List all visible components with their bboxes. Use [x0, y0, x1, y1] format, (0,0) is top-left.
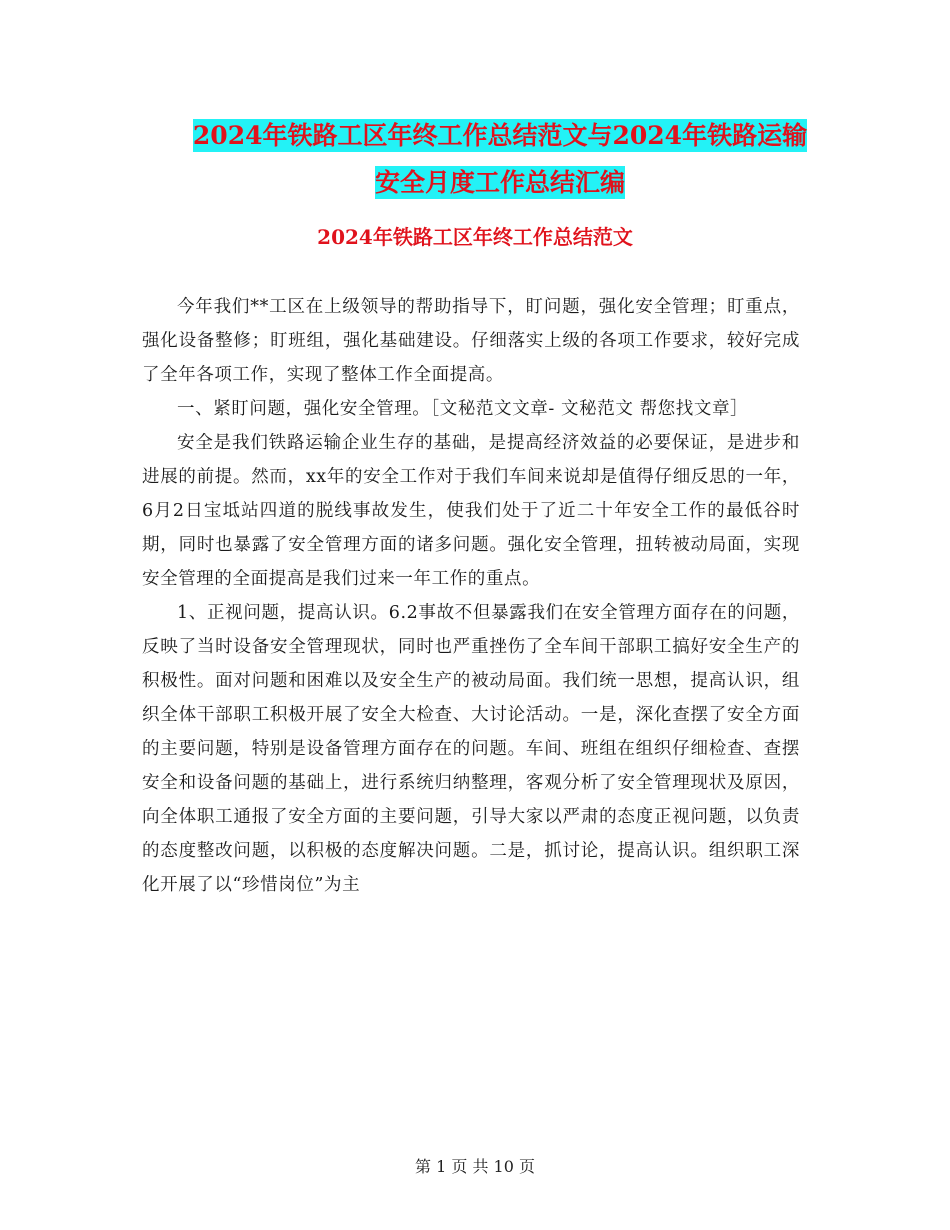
title-line-2: 安全月度工作总结汇编	[374, 168, 625, 197]
page-footer: 第 1 页 共 10 页	[415, 1157, 535, 1176]
paragraph: 今年我们**工区在上级领导的帮助指导下，盯问题，强化安全管理；盯重点，强化设备整修；盯班组，强化基础建设。仔细落实上级的各项工作要求，较好完成了全年各项工作，实现了整体工作全面提高。	[142, 297, 800, 385]
body-text	[142, 290, 800, 902]
title-line-1: 2024年铁路工区年终工作总结范文与2024年铁路运输	[192, 121, 808, 150]
section-title: 2024年铁路工区年终工作总结范文	[317, 225, 633, 249]
document-title	[140, 112, 860, 206]
paragraph: 1、正视问题，提高认识。6.2事故不但暴露我们在安全管理方面存在的问题，反映了当时设备安全管理现状，同时也严重挫伤了全车间干部职工搞好安全生产的积极性。面对问题和困难以及安全生产的被动局面。我们统一思想，提高认识，组织全体干部职工积极开展了安全大检查、大讨论活动。一是，深化查摆了安全方面的主要问题，特别是设备管理方面存在的问题。车间、班组在组织仔细检查、查摆安全和设备问题的基础上，进行系统归纳整理，客观分析了安全管理现状及原因，向全体职工通报了安全方面的主要问题，引导大家以严肃的态度正视问题，以负责的态度整改问题，以积极的态度解决问题。二是，抓讨论，提高认识。组织职工深化开展了以“珍惜岗位”为主	[142, 603, 800, 895]
paragraph: 安全是我们铁路运输企业生存的基础，是提高经济效益的必要保证，是进步和进展的前提。然而，xx年的安全工作对于我们车间来说却是值得仔细反思的一年，6月2日宝坻站四道的脱线事故发生，使我们处于了近二十年安全工作的最低谷时期，同时也暴露了安全管理方面的诸多问题。强化安全管理，扭转被动局面，实现安全管理的全面提高是我们过来一年工作的重点。	[142, 433, 800, 589]
paragraph: 一、紧盯问题，强化安全管理。［文秘范文文章- 文秘范文 帮您找文章］	[177, 399, 749, 419]
